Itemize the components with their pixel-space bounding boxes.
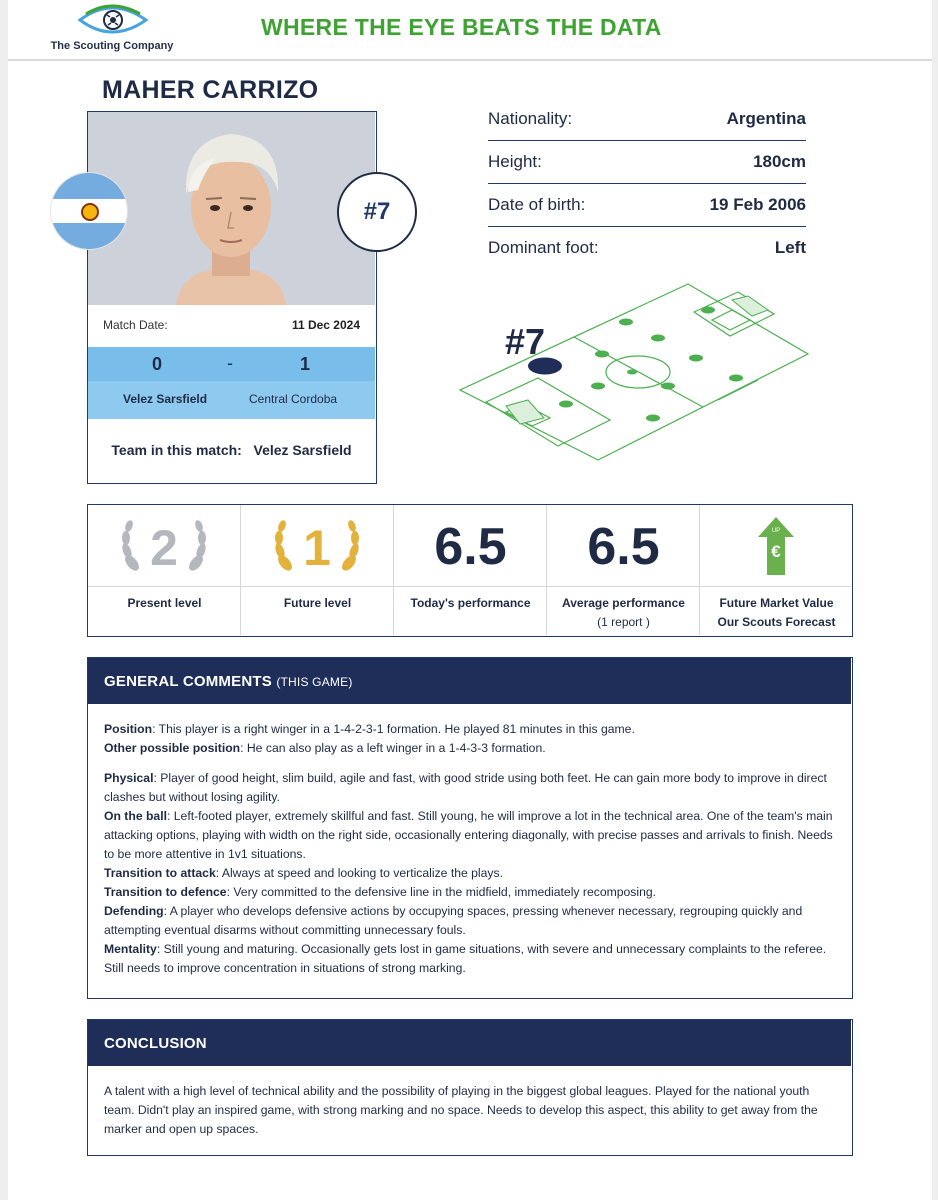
player-card	[87, 111, 377, 484]
shirt-number-badge: #7	[337, 172, 417, 252]
dob-value: 19 Feb 2006	[709, 195, 806, 214]
future-level-value: 1	[303, 520, 331, 576]
general-comments-title-note: (THIS GAME)	[276, 675, 353, 689]
football-pitch-icon	[448, 280, 818, 465]
team-in-match-value: Velez Sarsfield	[253, 442, 352, 458]
height-value: 180cm	[753, 152, 806, 171]
conclusion-title: CONCLUSION	[104, 1035, 207, 1052]
market-value-label: Future Market Value	[719, 596, 834, 610]
match-score-block	[88, 347, 375, 419]
team-in-match	[88, 442, 375, 458]
general-comments-section	[87, 657, 853, 999]
general-comments-title-text: GENERAL COMMENTS	[104, 673, 272, 690]
dob-label: Date of birth:	[488, 195, 586, 214]
euro-symbol: €	[771, 542, 781, 561]
comment-defending: Defending: A player who develops defensive actions by occupying spaces, pressing whenever necessary, regrouping quickly and attempting eventual disarms without committing unnecessary fouls.	[104, 904, 803, 937]
away-team: Central Cordoba	[249, 392, 338, 406]
player-portrait-icon	[88, 112, 375, 305]
eye-logo-icon	[42, 2, 182, 40]
comment-other-position: Other possible position: He can also play as a left winger in a 1-4-3-3 formation.	[104, 741, 546, 755]
nationality-value: Argentina	[726, 109, 806, 128]
conclusion-header	[88, 1020, 851, 1066]
average-performance-value: 6.5	[587, 518, 660, 576]
stat-future-level	[241, 505, 394, 635]
info-row-dob	[488, 184, 806, 227]
score-separator: -	[227, 353, 233, 373]
average-performance-label: Average performance	[562, 596, 685, 610]
gold-laurel-icon	[267, 513, 367, 577]
argentina-flag-icon	[50, 172, 128, 250]
foot-label: Dominant foot:	[488, 238, 599, 257]
pitch-position-label: #7	[505, 321, 546, 362]
player-name: MAHER CARRIZO	[102, 76, 319, 104]
stat-average-performance	[547, 505, 700, 635]
comment-transition-defence: Transition to defence: Very committed to the defensive line in the midfield, immediately recomposing.	[104, 885, 657, 899]
general-comments-body	[104, 720, 838, 978]
team-in-match-label: Team in this match:	[111, 442, 242, 458]
market-up-arrow-icon	[756, 517, 796, 577]
conclusion-body: A talent with a high level of technical ability and the possibility of playing in the biggest global leagues. Played for the national youth team. Didn't play an inspired game, with strong marking and no space. Needs to develop this aspect, this ability to get away from the marker and open up spaces.	[104, 1084, 818, 1136]
match-date-value: 11 Dec 2024	[291, 318, 360, 332]
silver-laurel-icon	[114, 513, 214, 577]
foot-value: Left	[774, 238, 806, 257]
match-date-row	[88, 305, 375, 345]
company-logo	[42, 2, 182, 54]
comment-on-the-ball: On the ball: Left-footed player, extremely skillful and fast. Still young, he will improve a lot in the technical area. One of the team's main attacking options, playing with width on the right side, occasionally entering diagonally, with precise passes and arrivals to finish. Needs to be more attentive in 1v1 situations.	[104, 809, 833, 861]
present-level-label: Present level	[127, 596, 202, 610]
stat-today-performance	[394, 505, 547, 635]
position-pitch	[448, 280, 818, 465]
scouting-report-page	[8, 0, 932, 1200]
future-level-label: Future level	[283, 596, 352, 610]
score-bar	[88, 347, 375, 381]
stats-panel	[87, 504, 853, 637]
away-score: 1	[300, 354, 311, 374]
comment-physical: Physical: Player of good height, slim build, agile and fast, with good stride using both feet. He can gain more body to improve in direct clashes but without losing agility.	[104, 771, 827, 804]
home-score: 0	[152, 354, 163, 374]
info-row-height	[488, 141, 806, 184]
general-comments-header	[88, 658, 851, 704]
match-date-label: Match Date:	[103, 318, 168, 332]
header-divider	[8, 59, 932, 61]
company-name: The Scouting Company	[50, 40, 174, 52]
info-row-foot	[488, 227, 806, 270]
present-level-value: 2	[150, 520, 178, 576]
conclusion-section	[87, 1019, 853, 1156]
comment-mentality: Mentality: Still young and maturing. Occasionally gets lost in game situations, with severe and unnecessary complaints to the referee. Still needs to improve concentration in situations of strong marking.	[104, 942, 827, 975]
nationality-label: Nationality:	[488, 109, 573, 128]
player-photo	[88, 112, 375, 305]
comment-transition-attack: Transition to attack: Always at speed and looking to verticalize the plays.	[104, 866, 503, 880]
info-row-nationality	[488, 98, 806, 141]
home-team: Velez Sarsfield	[123, 392, 208, 406]
market-arrow-text: UP	[771, 528, 781, 534]
today-performance-label: Today's performance	[410, 596, 531, 610]
stat-market-value	[700, 505, 853, 635]
stat-present-level	[88, 505, 241, 635]
market-forecast-label: Our Scouts Forecast	[717, 615, 836, 629]
general-comments-title	[104, 673, 353, 690]
today-performance-value: 6.5	[434, 518, 507, 576]
comment-position: Position: This player is a right winger in a 1-4-2-3-1 formation. He played 81 minutes in this game.	[104, 722, 635, 736]
average-performance-reports: (1 report )	[597, 615, 650, 629]
height-label: Height:	[488, 152, 542, 171]
tagline: WHERE THE EYE BEATS THE DATA	[261, 14, 662, 40]
player-info-table	[488, 98, 806, 270]
